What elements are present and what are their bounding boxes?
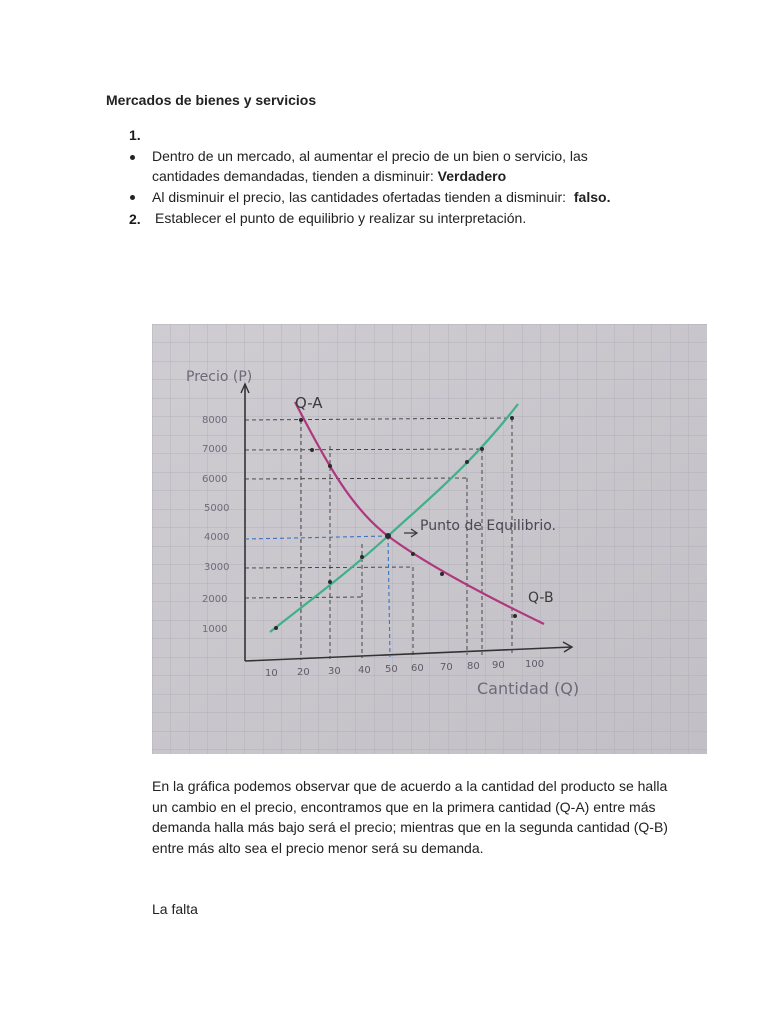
bullet-2-text: Al disminuir el precio, las cantidades ofertadas tienden a disminuir: (152, 189, 570, 205)
y-axis-label: Precio (P) (186, 369, 253, 385)
point (465, 460, 469, 464)
point (440, 572, 444, 576)
document-heading: Mercados de bienes y servicios (106, 92, 317, 108)
point (510, 416, 514, 420)
closing-text: La falta (152, 901, 198, 917)
x-tick-80: 80 (467, 661, 480, 672)
handdrawn-graph-photo (152, 324, 707, 754)
bullet-1-answer: Verdadero (437, 168, 507, 184)
curve-a-label: Q-A (295, 394, 323, 412)
y-tick-2000: 2000 (202, 594, 228, 605)
point (310, 448, 314, 452)
x-tick-60: 60 (411, 663, 424, 674)
y-tick-3000: 3000 (204, 562, 230, 573)
y-tick-8000: 8000 (202, 415, 228, 426)
question-2-number: 2. (129, 211, 141, 227)
point (328, 580, 332, 584)
curve-b-label: Q-B (528, 590, 554, 606)
point (480, 447, 484, 451)
point (274, 626, 278, 630)
bullet-1-dot (130, 155, 135, 160)
point (328, 464, 332, 468)
point (360, 555, 364, 559)
graph-svg (152, 324, 707, 754)
x-tick-100: 100 (525, 659, 545, 670)
bullet-2 (152, 187, 692, 207)
x-tick-40: 40 (358, 665, 371, 676)
question-1-number: 1. (129, 127, 141, 143)
question-2-text: Establecer el punto de equilibrio y realizar su interpretación. (155, 210, 527, 226)
bullet-1-text: Dentro de un mercado, al aumentar el precio de un bien o servicio, las cantidades demandadas, tienden a disminuir: (152, 148, 588, 184)
point (411, 552, 415, 556)
bullet-1 (152, 146, 652, 186)
x-tick-70: 70 (440, 662, 453, 673)
y-tick-6000: 6000 (202, 474, 228, 485)
y-tick-4000: 4000 (204, 532, 230, 543)
x-tick-20: 20 (297, 667, 310, 678)
y-tick-5000: 5000 (204, 503, 230, 514)
y-tick-7000: 7000 (202, 444, 228, 455)
point (513, 614, 517, 618)
equilibrium-point (385, 533, 391, 539)
paper-grid (152, 324, 707, 754)
bullet-2-dot (130, 195, 135, 200)
x-tick-90: 90 (492, 660, 505, 671)
interpretation-paragraph: En la gráfica podemos observar que de acuerdo a la cantidad del producto se halla un cambio en el precio, encontramos que en la primera cantidad (Q-A) entre más demanda halla más bajo será el precio; mientras que en la segunda cantidad (Q-B) entre más alto sea el precio menor será su demanda. (152, 778, 668, 857)
x-axis-label: Cantidad (Q) (477, 679, 580, 698)
x-tick-50: 50 (385, 664, 398, 675)
y-tick-1000: 1000 (202, 624, 228, 635)
point (299, 418, 303, 422)
equilibrium-label: Punto de Equilibrio. (420, 518, 556, 534)
x-tick-10: 10 (265, 668, 278, 679)
x-tick-30: 30 (328, 666, 341, 677)
bullet-2-answer: falso. (573, 189, 611, 205)
